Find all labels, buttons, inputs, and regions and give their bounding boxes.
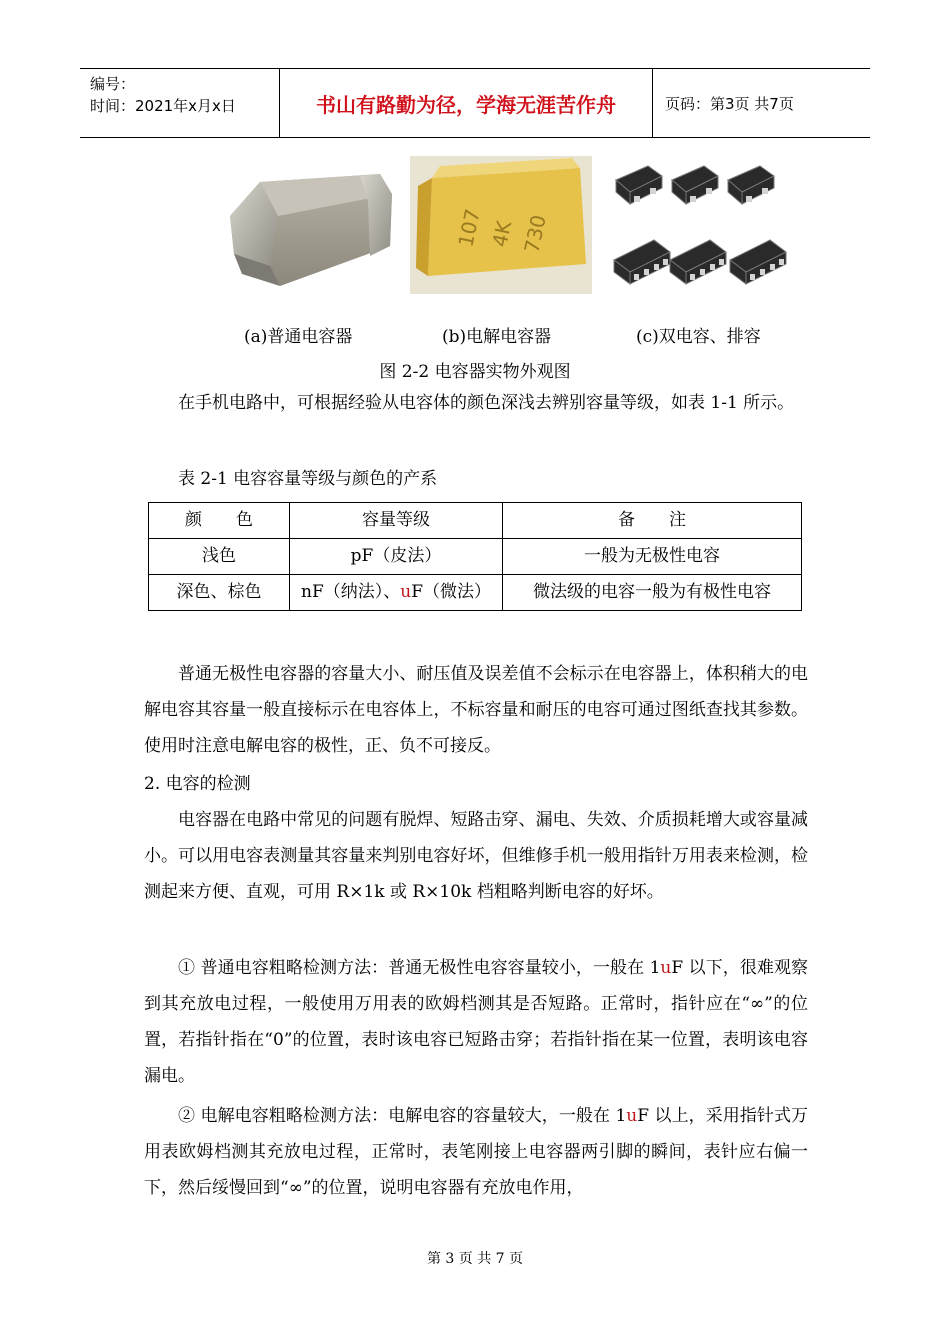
paragraph-1: 普通无极性电容器的容量大小、耐压值及误差值不会标示在电容器上，体积稍大的电解电容其容量一般直接标示在电容体上，不标容量和耐压的电容可通过图纸查找其参数。使用时注意电解电容的极性，正、负不可接反。 <box>144 664 808 756</box>
p3-text-b: F 以下，很难观察到其充放电过程，一般使用万用表的欧姆档测其是否短路。正常时，指针应在“∞”的位置，若指针指在“0”的位置，表时该电容已短路击穿；若指针指在某一位置，表明该电容漏电。 <box>144 958 809 1086</box>
header-capacity: 容量等级 <box>290 503 503 539</box>
ceramic-capacitor-image <box>220 156 400 294</box>
capacity-text-a: nF（纳法）、 <box>301 582 401 602</box>
p3-text-red: u <box>660 958 672 978</box>
page-header <box>80 68 870 138</box>
paragraph-3 <box>144 950 808 1094</box>
header-remark: 备 注 <box>503 503 802 539</box>
caption-c: (c)双电容、排容 <box>636 327 761 347</box>
capacitor-marking-2: 4K <box>487 218 517 250</box>
cell-remark: 微法级的电容一般为有极性电容 <box>503 575 802 611</box>
table-title: 表 2-1 电容容量等级与颜色的产系 <box>178 469 438 489</box>
table-row <box>149 539 802 575</box>
p3-text-a: ① 普通电容粗略检测方法：普通无极性电容容量较小，一般在 1 <box>178 958 661 978</box>
caption-a: (a)普通电容器 <box>244 327 353 347</box>
capacity-text-b: F（微法） <box>411 582 491 602</box>
paragraph-4 <box>144 1098 808 1206</box>
table-row <box>149 575 802 611</box>
cell-color: 深色、棕色 <box>149 575 290 611</box>
header-page-info: 页码：第3页 共7页 <box>665 94 794 113</box>
capacitor-marking-1: 107 <box>453 206 485 250</box>
figure-title: 图 2-2 电容器实物外观图 <box>379 362 571 382</box>
cell-color: 浅色 <box>149 539 290 575</box>
cell-capacity: pF（皮法） <box>290 539 503 575</box>
table-header-row <box>149 503 802 539</box>
header-motto: 书山有路勤为径，学海无涯苦作舟 <box>280 69 653 137</box>
intro-paragraph: 在手机电路中，可根据经验从电容体的颜色深浅去辨别容量等级，如表 1-1 所示。 <box>178 393 795 413</box>
section-heading: 2. 电容的检测 <box>144 774 251 794</box>
p4-text-b: F 以上，采用指针式万用表欧姆档测其充放电过程，正常时，表笔刚接上电容器两引脚的瞬间，表针应右偏一下，然后绥慢回到“∞”的位置，说明电容器有充放电作用， <box>144 1106 809 1198</box>
caption-b: (b)电解电容器 <box>442 327 552 347</box>
paragraph-2: 电容器在电路中常见的问题有脱焊、短路击穿、漏电、失效、介质损耗增大或容量减小。可以用电容表测量其容量来判别电容好坏，但维修手机一般用指针万用表来检测，检测起来方便、直观，可用 R×1k 或 R×10k 档粗略判断电容的好坏。 <box>144 810 808 902</box>
capacitor-figure <box>0 156 950 296</box>
capacity-text-red: u <box>400 582 412 602</box>
capacitor-marking-3: 730 <box>519 212 551 256</box>
header-meta <box>80 69 280 137</box>
cell-capacity <box>290 575 503 611</box>
capacity-color-table <box>148 502 802 611</box>
time-label: 时间：2021年x月x日 <box>90 97 236 115</box>
capacitor-array-image <box>608 156 788 294</box>
cell-remark: 一般为无极性电容 <box>503 539 802 575</box>
p4-text-red: u <box>626 1106 638 1126</box>
page-footer: 第 3 页 共 7 页 <box>426 1251 524 1267</box>
p4-text-a: ② 电解电容粗略检测方法：电解电容的容量较大，一般在 1 <box>178 1106 627 1126</box>
number-label: 编号： <box>90 75 136 93</box>
header-color: 颜 色 <box>149 503 290 539</box>
electrolytic-capacitor-image <box>410 156 592 294</box>
